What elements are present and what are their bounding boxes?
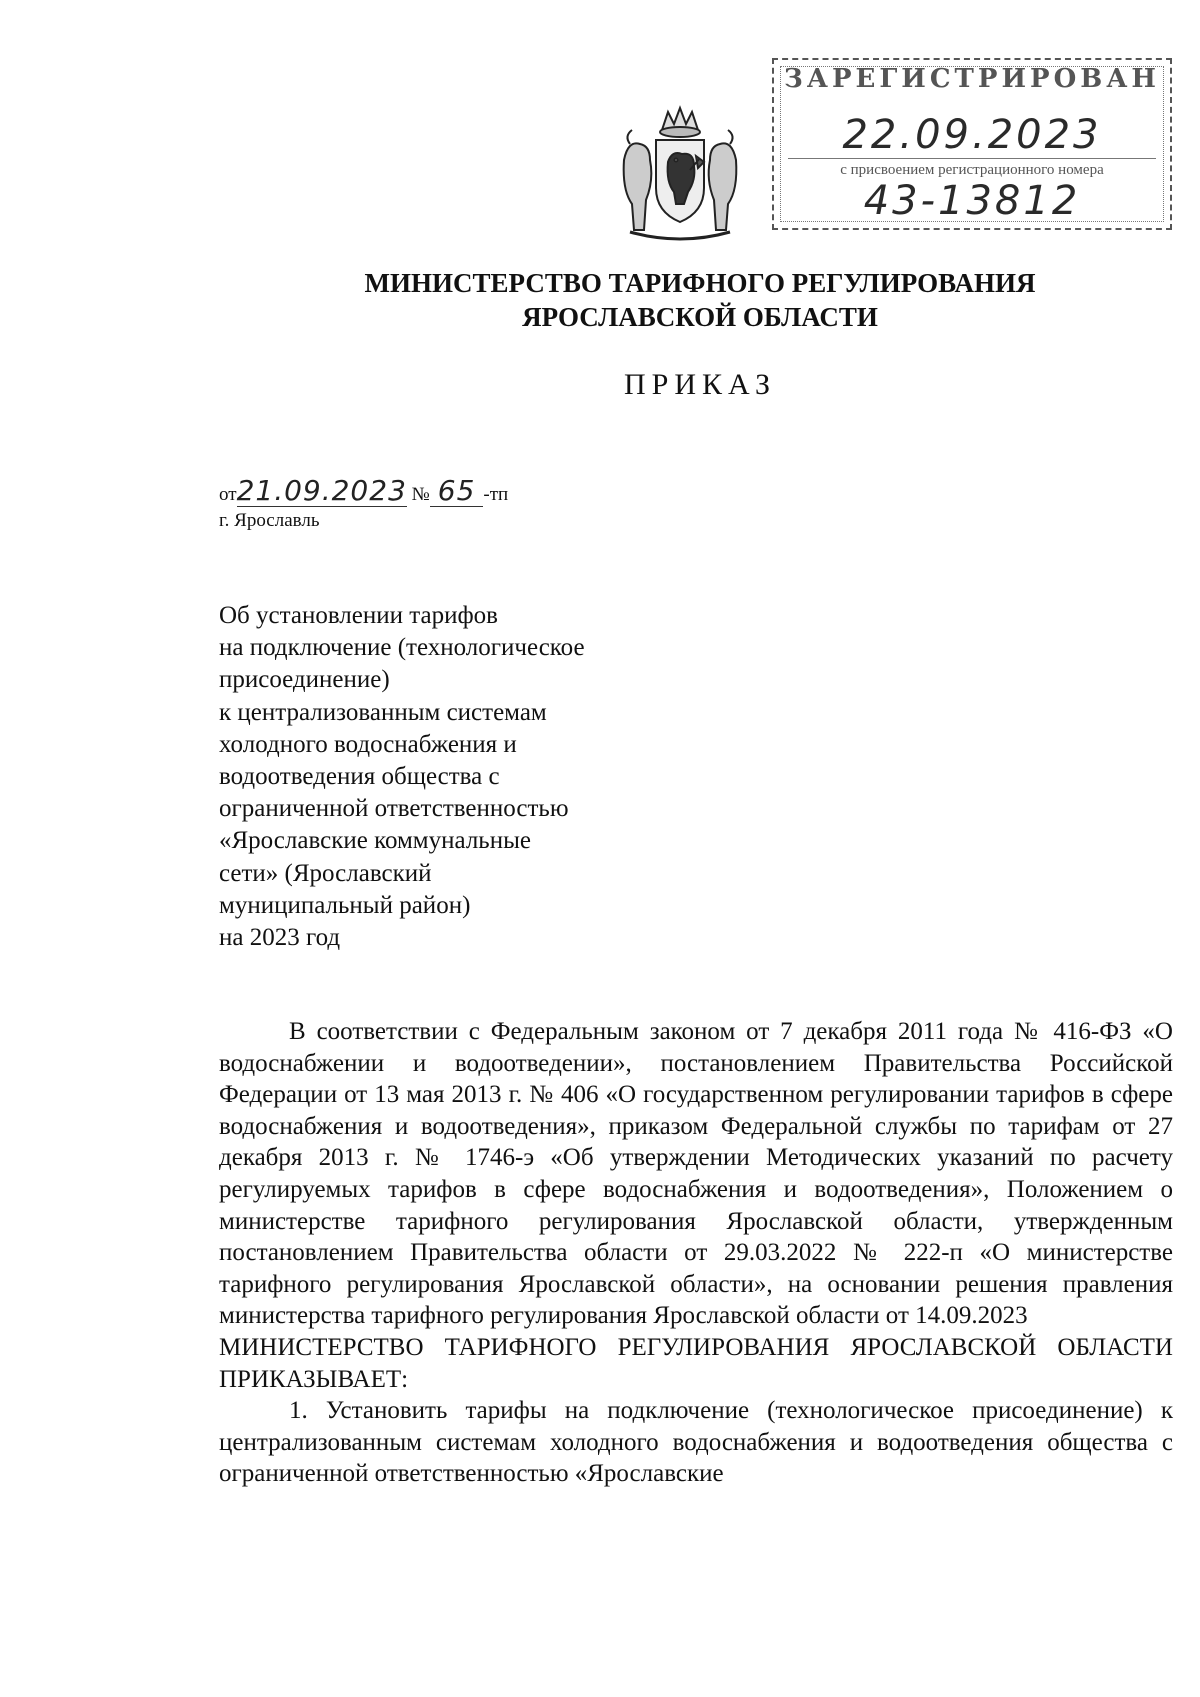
stamp-number: 43-13812	[863, 178, 1081, 224]
subject-line: на 2023 год	[219, 924, 341, 952]
order-statement: МИНИСТЕРСТВО ТАРИФНОГО РЕГУЛИРОВАНИЯ ЯРОСЛАВСКОЙ ОБЛАСТИ ПРИКАЗЫВАЕТ:	[219, 1333, 1173, 1393]
subject-line: водоотведения общества с	[219, 763, 500, 791]
subject-line: холодного водоснабжения и	[219, 730, 517, 758]
registration-stamp	[772, 58, 1172, 230]
subject-line: муниципальный район)	[219, 891, 471, 919]
org-title-line2: ЯРОСЛАВСКОЙ ОБЛАСТИ	[522, 302, 878, 332]
subject-line: на подключение (технологическое	[219, 634, 585, 662]
stamp-title: ЗАРЕГИСТРИРОВАН	[784, 64, 1160, 94]
stamp-divider	[788, 158, 1156, 159]
document-type: ПРИКАЗ	[624, 368, 776, 401]
document-city: г. Ярославль	[219, 510, 320, 531]
from-prefix: от	[219, 484, 237, 505]
subject-line: Об установлении тарифов	[219, 602, 498, 629]
order-item-1: 1. Установить тарифы на подключение (технологическое присоединение) к централизованным системам холодного водоснабжения и водоотведения общества с ограниченной ответственностью «Ярославские	[219, 1397, 1173, 1488]
subject-line: ограниченной ответственностью	[219, 795, 569, 823]
subject-line: «Ярославские коммунальные	[219, 827, 531, 855]
org-title-line1: МИНИСТЕРСТВО ТАРИФНОГО РЕГУЛИРОВАНИЯ	[364, 268, 1036, 298]
subject-line: к централизованным системам	[219, 698, 547, 726]
subject-line: присоединение)	[219, 666, 390, 694]
document-number: 65	[430, 476, 484, 507]
document-date-number	[219, 476, 508, 507]
subject-line: сети» (Ярославский	[219, 859, 432, 887]
stamp-caption: с присвоением регистрационного номера	[840, 162, 1104, 178]
stamp-date: 22.09.2023	[842, 112, 1102, 158]
document-date: 21.09.2023	[236, 474, 407, 507]
number-suffix: -тп	[483, 484, 509, 505]
preamble-paragraph: В соответствии с Федеральным законом от 7 декабря 2011 года № 416-ФЗ «О водоснабжении и водоотведении», постановлением Правительства Российской Федерации от 13 мая 2013 г. № 406 «О государственном регулировании тарифов в сфере водоснабжения и водоотведения», приказом Федеральной службы по тарифам от 27 декабря 2013 г. № 1746-э «Об утверждении Методических указаний по расчету регулируемых тарифов в сфере водоснабжения и водоотведения», Положением о министерстве тарифного регулирования Ярославской области, утвержденным постановлением Правительства области от 29.03.2022 № 222-п «О министерстве тарифного регулирования Ярославской области», на основании решения правления министерства тарифного регулирования Ярославской области от 14.09.2023	[219, 1018, 1173, 1330]
number-sign: №	[411, 484, 430, 505]
document-subject	[219, 600, 679, 954]
document-body	[219, 1016, 1173, 1490]
coat-of-arms-icon	[610, 100, 750, 245]
